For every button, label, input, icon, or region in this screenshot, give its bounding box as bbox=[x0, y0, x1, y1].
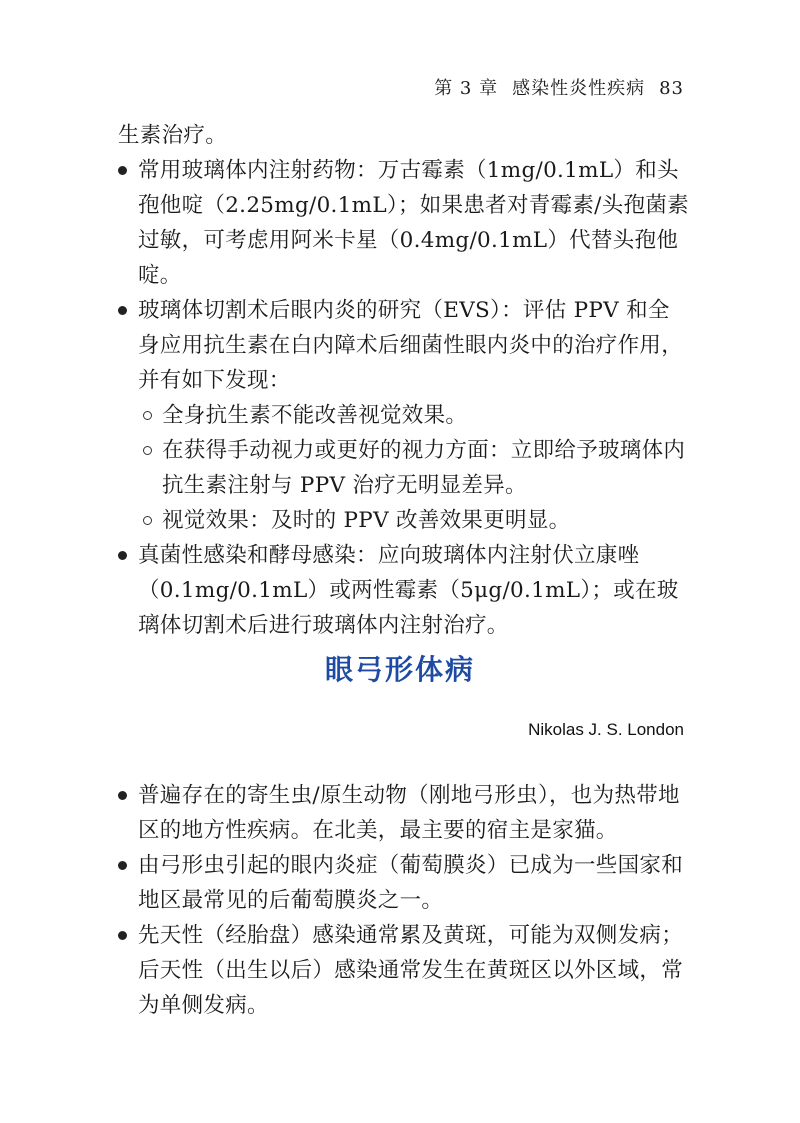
bullet-dot-icon bbox=[118, 306, 127, 315]
page-number: 83 bbox=[659, 78, 684, 99]
list-item-text: 常用玻璃体内注射药物：万古霉素（1mg/0.1mL）和头孢他啶（2.25mg/0.1mL）；如果患者对青霉素/头孢菌素过敏，可考虑用阿米卡星（0.4mg/0.1mL）代替头孢他啶。 bbox=[138, 158, 689, 288]
list-item-text: 由弓形虫引起的眼内炎症（葡萄膜炎）已成为一些国家和地区最常见的后葡萄膜炎之一。 bbox=[138, 853, 684, 913]
list-item-text: 真菌性感染和酵母感染：应向玻璃体内注射伏立康唑（0.1mg/0.1mL）或两性霉素（5μg/0.1mL）；或在玻璃体切割术后进行玻璃体内注射治疗。 bbox=[138, 543, 679, 638]
author-name: Nikolas J. S. London bbox=[528, 720, 684, 739]
sub-list-item bbox=[118, 503, 690, 538]
bullet-dot-icon bbox=[118, 931, 127, 940]
bullet-dot-icon bbox=[118, 861, 127, 870]
bullet-dot-icon bbox=[118, 791, 127, 800]
list-item bbox=[118, 918, 690, 1023]
section-title: 眼弓形体病 bbox=[324, 653, 475, 686]
list-item-text: 玻璃体切割术后眼内炎的研究（EVS）：评估 PPV 和全身应用抗生素在白内障术后细菌性眼内炎中的治疗作用，并有如下发现： bbox=[138, 298, 684, 393]
list-item bbox=[118, 293, 690, 398]
list-item-text: 先天性（经胎盘）感染通常累及黄斑，可能为双侧发病；后天性（出生以后）感染通常发生在黄斑区以外区域，常为单侧发病。 bbox=[138, 923, 684, 1018]
chapter-title: 感染性炎性疾病 bbox=[512, 78, 646, 99]
sub-list-item bbox=[118, 398, 690, 433]
section-ocular-toxoplasmosis bbox=[118, 778, 690, 1023]
sub-list-item-text: 在获得手动视力或更好的视力方面：立即给予玻璃体内抗生素注射与 PPV 治疗无明显差异。 bbox=[162, 438, 686, 498]
hollow-circle-icon bbox=[143, 411, 152, 420]
bullet-dot-icon bbox=[118, 551, 127, 560]
running-header bbox=[118, 74, 684, 100]
list-item-text: 普遍存在的寄生虫/原生动物（刚地弓形虫），也为热带地区的地方性疾病。在北美，最主要的宿主是家猫。 bbox=[138, 783, 680, 843]
list-item bbox=[118, 778, 690, 848]
list-item bbox=[118, 538, 690, 643]
hollow-circle-icon bbox=[143, 516, 152, 525]
list-item bbox=[118, 153, 690, 293]
sub-list-item-text: 视觉效果：及时的 PPV 改善效果更明显。 bbox=[162, 508, 571, 533]
sub-list-item bbox=[118, 433, 690, 503]
continuation-text: 生素治疗。 bbox=[118, 123, 228, 148]
bullet-dot-icon bbox=[118, 166, 127, 175]
list-item bbox=[118, 848, 690, 918]
section-endophthalmitis-continued bbox=[118, 118, 690, 643]
chapter-number: 第 3 章 bbox=[434, 78, 499, 99]
sub-list-item-text: 全身抗生素不能改善视觉效果。 bbox=[162, 403, 468, 428]
hollow-circle-icon bbox=[143, 446, 152, 455]
